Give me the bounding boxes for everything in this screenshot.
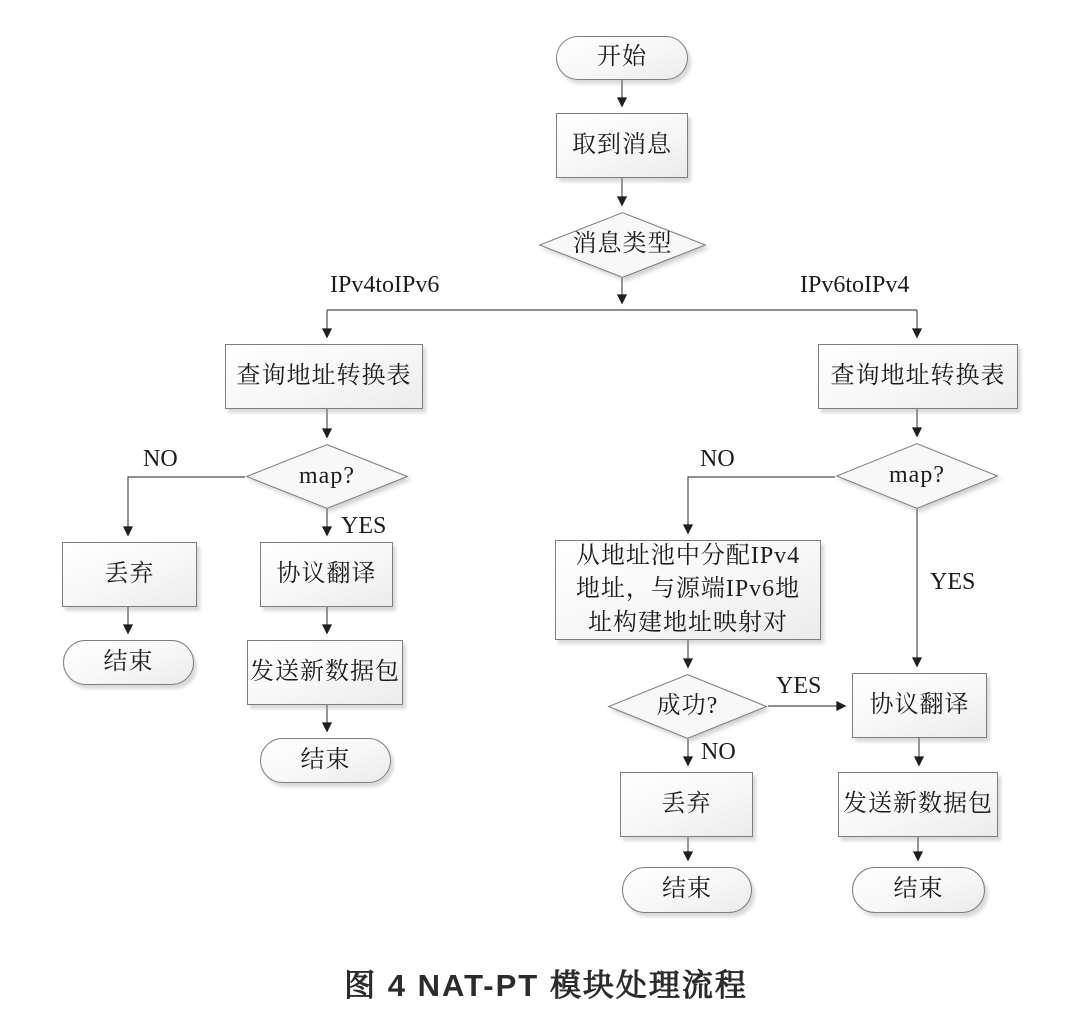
node-protocol-translation-left [260,542,393,607]
node-get-message-label: 取到消息 [572,131,672,158]
edge-label-map-right-yes: YES [930,569,976,595]
node-query-table-left-label: 查询地址转换表 [236,362,412,389]
node-message-type [538,212,707,278]
edge-label-map-left-no: NO [143,446,178,472]
node-protocol-translation-right [852,673,987,738]
node-success-label: 成功? [656,692,719,719]
node-end-after-discard-left-label: 结束 [103,648,154,675]
node-protocol-translation-left-label: 协议翻译 [276,560,377,587]
node-message-type-label: 消息类型 [572,231,673,258]
edge-mapright-no-to-allocate [688,477,835,533]
node-map-left-label: map? [299,462,355,489]
node-end-after-discard-right [622,867,752,913]
node-get-message [556,113,688,178]
node-discard-left [62,542,197,607]
node-discard-right-label: 丢弃 [661,790,712,817]
edge-label-success-no: NO [701,739,736,765]
edge-label-ipv6toipv4: IPv6toIPv4 [800,272,910,298]
node-allocate-ipv4-address-label: 从地址池中分配IPv4地址，与源端IPv6地址构建地址映射对 [575,543,801,636]
node-success [607,674,768,739]
edge-label-success-yes: YES [776,673,822,699]
node-query-table-right-label: 查询地址转换表 [830,362,1006,389]
node-end-left-branch [260,738,391,783]
node-send-new-packet-right [838,772,998,837]
edge-mapleft-no-to-discard [128,477,245,535]
edge-label-ipv4toipv6: IPv4toIPv6 [330,272,440,298]
node-end-right-branch [852,867,985,913]
node-discard-left-label: 丢弃 [104,560,155,587]
node-map-right-label: map? [889,462,945,489]
node-send-new-packet-left-label: 发送新数据包 [250,658,400,685]
node-end-after-discard-right-label: 结束 [662,876,712,903]
node-end-left-branch-label: 结束 [300,746,351,773]
edge-label-map-right-no: NO [700,446,735,472]
node-query-table-left [225,344,423,409]
node-discard-right [620,772,753,837]
node-end-right-branch-label: 结束 [893,876,944,903]
node-send-new-packet-left [247,640,403,705]
node-start-label: 开始 [597,44,647,71]
node-send-new-packet-right-label: 发送新数据包 [843,790,993,817]
node-start [556,36,688,80]
node-protocol-translation-right-label: 协议翻译 [869,691,970,718]
node-end-after-discard-left [63,640,194,685]
node-allocate-ipv4-address [555,540,821,640]
figure-caption: 图 4 NAT-PT 模块处理流程 [344,968,748,1003]
node-query-table-right [818,344,1018,409]
edge-label-map-left-yes: YES [341,513,387,539]
node-map-left [245,444,409,509]
node-map-right [835,443,999,509]
